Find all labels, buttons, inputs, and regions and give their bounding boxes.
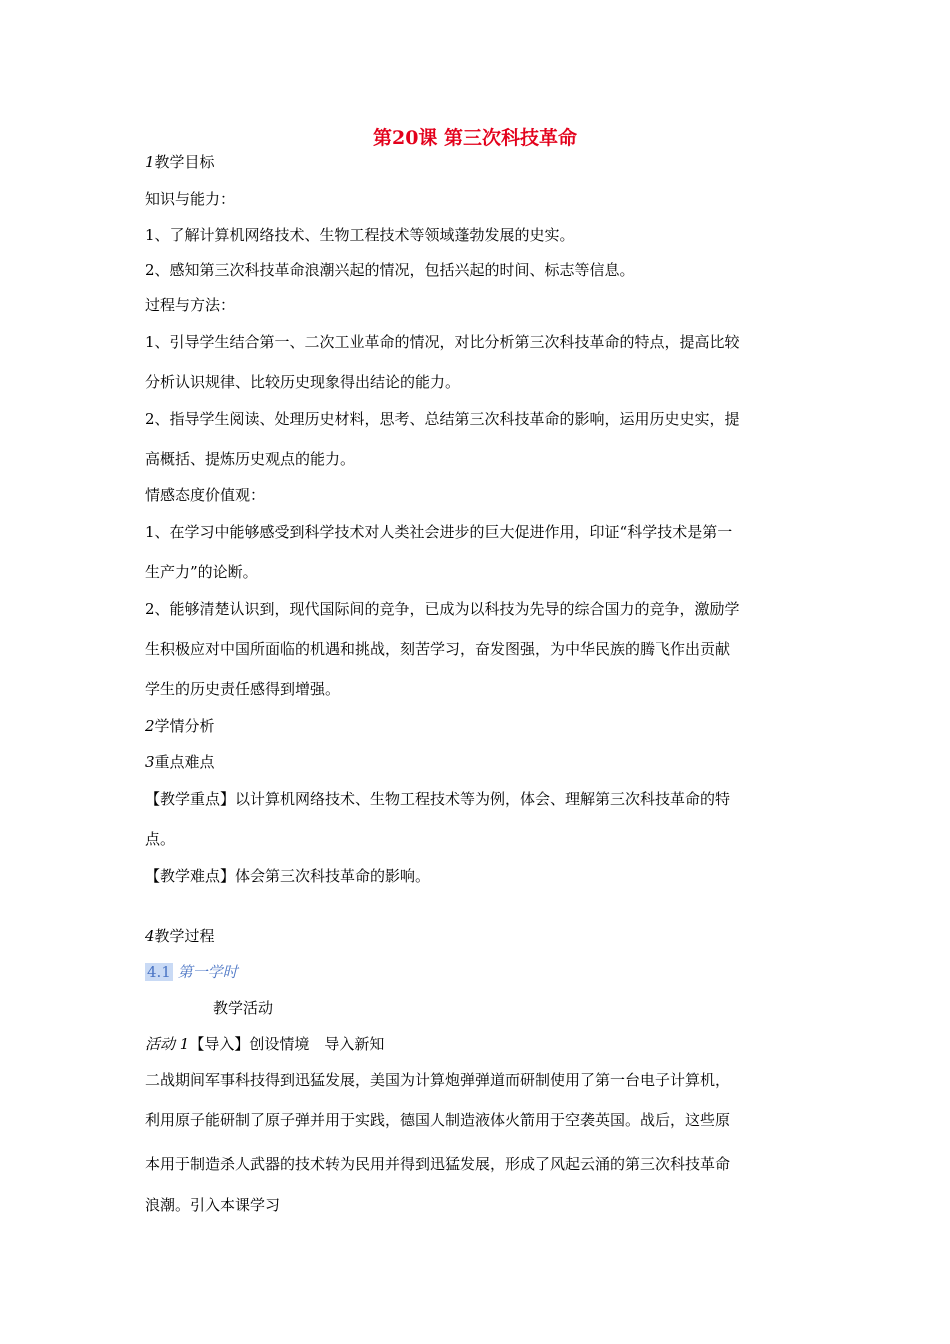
emotion-item-2-line-1: 2、能够清楚认识到，现代国际间的竞争，已成为以科技为先导的综合国力的竞争，激励学 [145, 600, 740, 618]
key-point-line-2: 点。 [145, 830, 176, 848]
ability-item-1: 1、了解计算机网络技术、生物工程技术等领域蓬勃发展的史实。 [145, 226, 575, 244]
method-item-1-line-1: 1、引导学生结合第一、二次工业革命的情况，对比分析第三次科技革命的特点，提高比较 [145, 333, 740, 351]
section-2-heading: 2学情分析 [145, 717, 215, 735]
ability-heading: 知识与能力： [145, 190, 236, 208]
intro-paragraph-line-1: 二战期间军事科技得到迅猛发展，美国为计算炮弹弹道而研制使用了第一台电子计算机， [145, 1071, 731, 1089]
method-item-2-line-2: 高概括、提炼历史观点的能力。 [145, 450, 356, 468]
activity-title: 教学活动 [213, 999, 274, 1017]
section-1-heading: 1教学目标 [145, 153, 215, 171]
emotion-item-1-line-1: 1、在学习中能够感受到科学技术对人类社会进步的巨大促进作用，印证“科学技术是第一 [145, 523, 733, 541]
subsection-4-1 [145, 962, 238, 982]
emotion-item-2-line-2: 生积极应对中国所面临的机遇和挑战，刻苦学习，奋发图强，为中华民族的腾飞作出贡献 [145, 640, 731, 658]
emotion-item-1-line-2: 生产力”的论断。 [145, 563, 258, 581]
method-item-1-line-2: 分析认识规律、比较历史现象得出结论的能力。 [145, 373, 461, 391]
method-heading: 过程与方法： [145, 296, 236, 314]
lesson-title: 第20课 第三次科技革命 [372, 127, 578, 149]
section-4-heading: 4教学过程 [145, 927, 215, 945]
intro-paragraph-line-3: 本用于制造杀人武器的技术转为民用并得到迅猛发展，形成了风起云涌的第三次科技革命 [145, 1155, 731, 1173]
ability-item-2: 2、感知第三次科技革命浪潮兴起的情况，包括兴起的时间、标志等信息。 [145, 261, 635, 279]
section-3-heading: 3重点难点 [145, 753, 215, 771]
subsection-number: 4.1 [147, 963, 171, 981]
key-point-line-1: 【教学重点】以计算机网络技术、生物工程技术等为例，体会、理解第三次科技革命的特 [145, 790, 731, 808]
activity-1-heading: 活动 1【导入】创设情境 导入新知 [145, 1035, 385, 1053]
intro-paragraph-line-2: 利用原子能研制了原子弹并用于实践，德国人制造液体火箭用于空袭英国。战后，这些原 [145, 1111, 731, 1129]
subsection-label: 第一学时 [177, 963, 238, 981]
method-item-2-line-1: 2、指导学生阅读、处理历史材料，思考、总结第三次科技革命的影响，运用历史史实，提 [145, 410, 740, 428]
emotion-item-2-line-3: 学生的历史责任感得到增强。 [145, 680, 341, 698]
intro-paragraph-line-4: 浪潮。引入本课学习 [145, 1196, 281, 1214]
emotion-heading: 情感态度价值观： [145, 486, 266, 504]
difficult-point: 【教学难点】体会第三次科技革命的影响。 [145, 867, 431, 885]
